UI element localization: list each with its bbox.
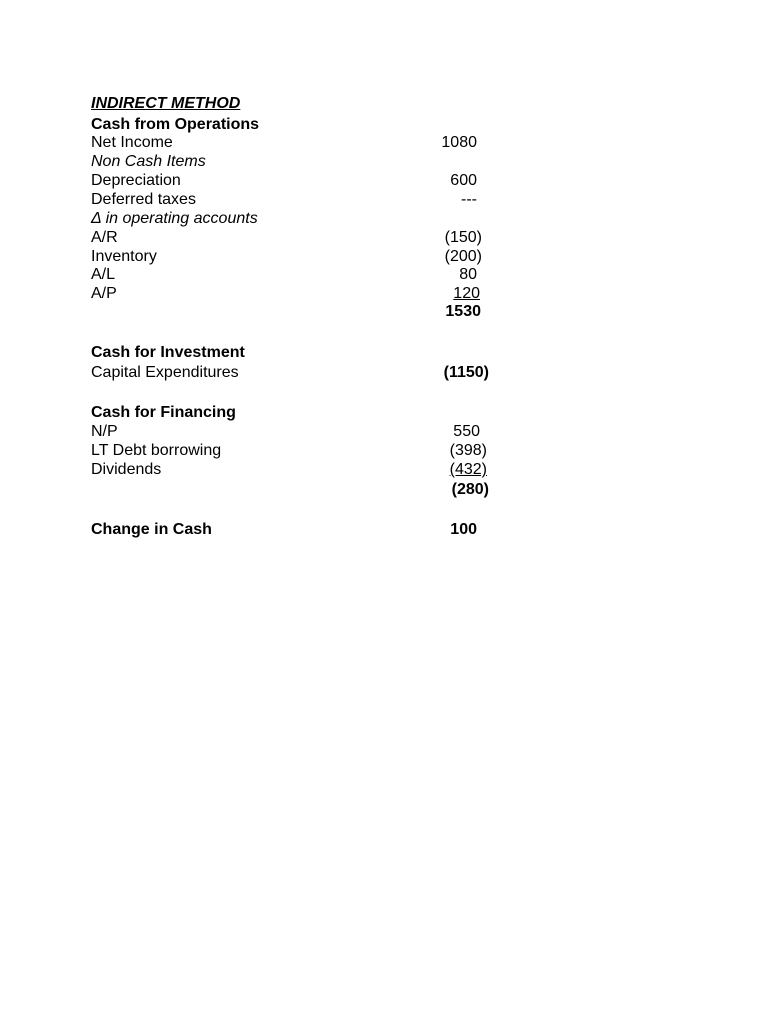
operations-total-value: 1530 [445, 303, 481, 320]
accrued-liabilities-value: 80 [459, 266, 477, 283]
net-income-label: Net Income [91, 134, 173, 151]
capital-expenditures-value: (1150) [443, 364, 489, 381]
depreciation-label: Depreciation [91, 172, 181, 189]
accrued-liabilities-label: A/L [91, 266, 116, 283]
non-cash-items-label: Non Cash Items [91, 153, 206, 170]
financing-section-title: Cash for Financing [91, 404, 236, 421]
operations-section-title: Cash from Operations [91, 116, 260, 133]
operating-accounts-change-label: Δ in operating accounts [91, 210, 258, 227]
depreciation-value: 600 [450, 172, 477, 189]
deferred-taxes-value: --- [461, 191, 477, 208]
inventory-label: Inventory [91, 248, 157, 265]
accounts-payable-label: A/P [91, 285, 117, 302]
notes-payable-value: 550 [453, 423, 480, 440]
accounts-payable-value: 120 [453, 285, 480, 302]
investment-section-title: Cash for Investment [91, 344, 245, 361]
notes-payable-label: N/P [91, 423, 118, 440]
dividends-value: (432) [449, 461, 487, 478]
change-in-cash-label: Change in Cash [91, 521, 212, 538]
lt-debt-borrowing-label: LT Debt borrowing [91, 442, 222, 459]
capital-expenditures-label: Capital Expenditures [91, 364, 239, 381]
inventory-value: (200) [444, 248, 482, 265]
dividends-label: Dividends [91, 461, 162, 478]
financing-total-value: (280) [451, 481, 489, 498]
lt-debt-borrowing-value: (398) [449, 442, 487, 459]
change-in-cash-value: 100 [450, 521, 477, 538]
deferred-taxes-label: Deferred taxes [91, 191, 196, 208]
method-heading: INDIRECT METHOD [91, 95, 241, 112]
accounts-receivable-label: A/R [91, 229, 118, 246]
net-income-value: 1080 [441, 134, 477, 151]
accounts-receivable-value: (150) [444, 229, 482, 246]
